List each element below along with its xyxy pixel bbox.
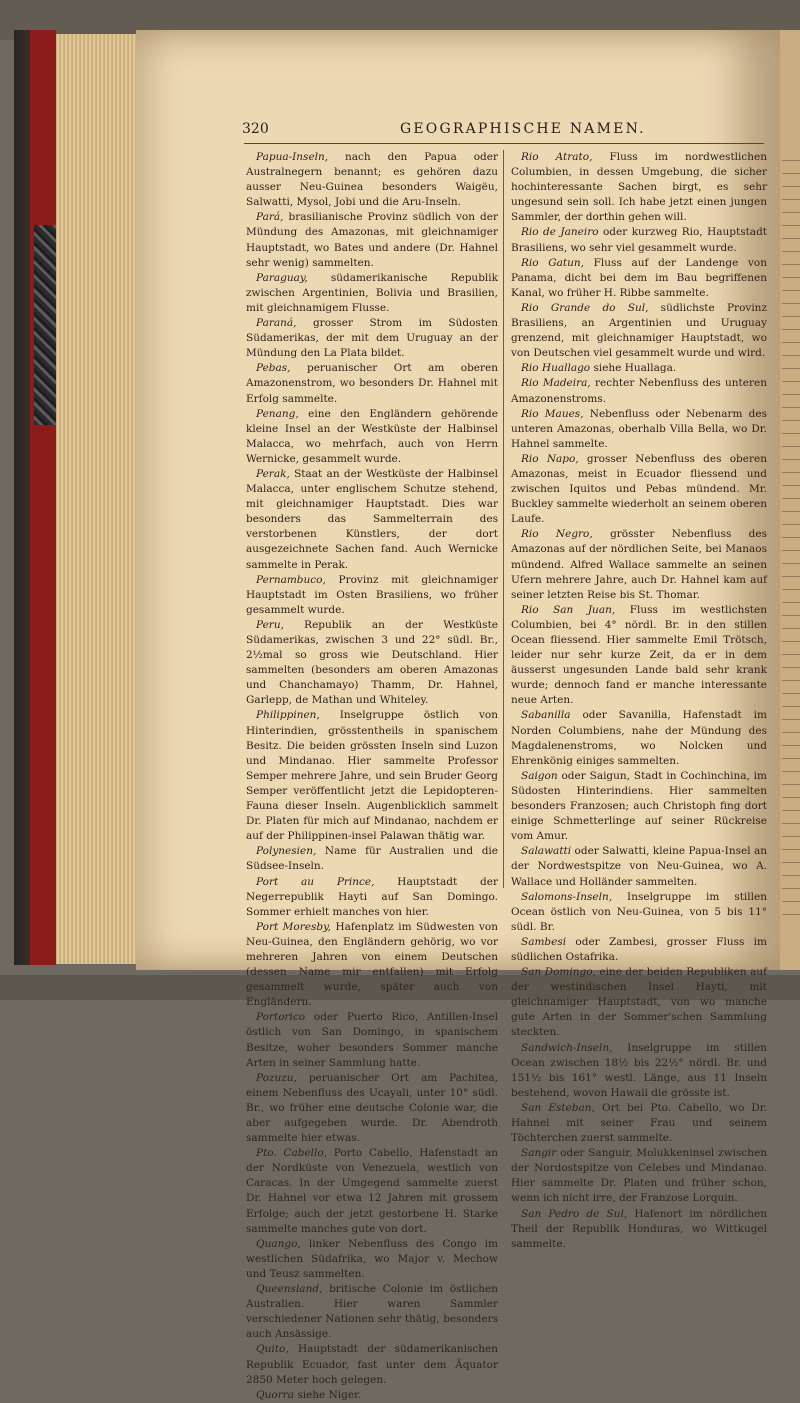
entry-text: peruanischer Ort am oberen Amazonenstrom, wo besonders Dr. Hahnel mit Erfolg sammelte. <box>246 362 498 405</box>
dictionary-entry <box>246 1282 498 1342</box>
dictionary-entry <box>246 210 498 270</box>
entry-term: Salawatti <box>521 845 572 858</box>
dictionary-entry <box>511 256 767 301</box>
dictionary-entry <box>511 1041 767 1101</box>
dictionary-entry <box>246 407 498 467</box>
entry-term: Sabanilla <box>521 709 571 722</box>
dictionary-entry <box>511 603 767 709</box>
entry-term: Sandwich-Inseln, <box>521 1041 613 1054</box>
entry-term: Pozuzu, <box>256 1071 297 1084</box>
entry-term: Rio Madeira, <box>521 377 591 390</box>
dictionary-entry <box>246 618 498 709</box>
entry-text: linker Nebenfluss des Congo im westlichen Südafrika, wo Major v. Mechow und Teusz sammelten. <box>246 1237 498 1280</box>
entry-text: peruanischer Ort am Pachitea, einem Nebenfluss des Ucayali, unter 10° südl. Br., wo früher eine deutsche Colonie war, die aber aufgegeben wurde. Dr. Abendroth sammelte hier etwas. <box>246 1071 498 1145</box>
dictionary-entry <box>511 150 767 225</box>
dictionary-entry <box>511 844 767 889</box>
entry-text: Inselgruppe im stillen Ocean östlich von Neu-Guinea, von 5 bis 11° südl. Br. <box>511 890 767 933</box>
entry-term: San Esteban, <box>521 1101 595 1114</box>
entry-text: oder Saigun, Stadt in Cochinchina, im Südosten Hinterindiens. Hier sammelten besonders Franzosen; auch Christoph fing dort einige Schmetterlinge auf seiner Rückreise vom Amur. <box>511 769 767 843</box>
dictionary-entry <box>511 1207 767 1252</box>
page-header <box>240 121 780 141</box>
entry-term: Quito, <box>256 1343 289 1356</box>
entry-text: brasilianische Provinz südlich von der Mündung des Amazonas, mit gleichnamiger Hauptstadt, wo Bates und andere (Dr. Hahnel sehr wenig) sammelten. <box>246 211 498 269</box>
dictionary-entry <box>511 935 767 965</box>
dictionary-entry <box>246 271 498 316</box>
entry-term: Saigon <box>521 769 558 782</box>
dictionary-entry <box>511 301 767 361</box>
entry-term: Quorra <box>256 1388 294 1401</box>
entry-term: Portorico <box>256 1011 306 1024</box>
entry-text: Hauptstadt der Negerrepublik Hayti auf San Domingo. Sommer erhielt manches von hier. <box>246 875 498 918</box>
entry-term: Penang, <box>256 407 299 420</box>
dictionary-entry <box>511 1101 767 1146</box>
entry-text: grosser Nebenfluss des oberen Amazonas, meist in Ecuador fliessend und zwischen Iquitos und Pebas mündend. Mr. Buckley sammelte wiederholt an seinem oberen Laufe. <box>511 452 767 526</box>
entry-text: südamerikanische Republik zwischen Argentinien, Bolivia und Brasilien, mit gleichnamigem Flusse. <box>246 271 498 314</box>
entry-term: Perak, <box>256 467 290 480</box>
entry-text: oder Sanguir, Molukkeninsel zwischen der Nordostspitze von Celebes und Mindanao. Hier sammelte Dr. Platen und früher schon, wenn ich nicht irre, der Franzose Lorquin. <box>511 1147 767 1205</box>
entry-term: Rio Huallago <box>521 362 591 375</box>
entry-term: Paraná, <box>256 317 297 330</box>
dictionary-entry <box>511 890 767 935</box>
entry-text: südlichste Provinz Brasiliens, an Argentinien und Uruguay grenzend, mit gleichnamiger Hauptstadt, wo von Deutschen viel gesammelt wurde und wird. <box>511 301 767 360</box>
entry-term: Rio Negro, <box>521 528 593 541</box>
entry-text: rechter Nebenfluss des unteren Amazonenstroms. <box>511 377 767 405</box>
entry-text: Hauptstadt der südamerikanischen Republik Ecuador, fast unter dem Äquator 2850 Meter hoch gelegen. <box>246 1343 498 1386</box>
entry-term: Rio Napo, <box>521 452 579 465</box>
dictionary-entry <box>246 1388 498 1403</box>
entry-text: oder Salwatti, kleine Papua-Insel an der Nordwestspitze von Neu-Guinea, wo A. Wallace und Holländer sammelten. <box>511 845 767 888</box>
dictionary-entry <box>246 875 498 920</box>
entry-text: grosser Strom im Südosten Südamerikas, der mit dem Uruguay an der Mündung den La Plata bildet. <box>246 317 498 360</box>
entry-term: Quango, <box>256 1237 301 1250</box>
entry-text: Name für Australien und die Südsee-Inseln. <box>246 845 498 873</box>
entry-term: Paraguay, <box>256 271 308 284</box>
entry-term: Pernambuco, <box>256 573 326 586</box>
dictionary-entry <box>246 1071 498 1146</box>
entry-term: Rio Grande do Sul, <box>521 301 649 314</box>
dictionary-entry <box>246 316 498 361</box>
entry-text: Hafenort im nördlichen Theil der Republik Honduras, wo Wittkugel sammelte. <box>511 1207 768 1250</box>
entry-term: Papua-Inseln, <box>256 151 329 163</box>
entry-text: Provinz mit gleichnamiger Hauptstadt im Osten Brasiliens, wo früher gesammelt wurde. <box>246 573 498 616</box>
dictionary-entry <box>511 452 767 527</box>
entry-text: Republik an der Westküste Südamerikas, zwischen 3 und 22° südl. Br., 2½mal so gross wie Deutschland. Hier sammelten (besonders am oberen Amazonas und Chanchamayo) Thamm, Dr. Hahnel, Garlepp, de Mathan und Whiteley. <box>246 618 498 707</box>
dictionary-entry <box>511 527 767 602</box>
dictionary-entry <box>246 844 498 874</box>
entry-text: oder Savanilla, Hafenstadt im Norden Columbiens, nahe der Mündung des Magdalenenstroms, wo Nolcken und Ehrenkönig einiges sammelten. <box>511 709 767 767</box>
entry-text: Staat an der Westküste der Halbinsel Malacca, unter englischem Schutze stehend, mit gleichnamiger Hauptstadt. Dies war besonders das Sammelterrain des verstorbenen Künstlers, der dort ausgezeichnete Sachen fand. Auch Wernicke sammelte in Perak. <box>246 467 498 571</box>
dictionary-entry <box>511 769 767 844</box>
dictionary-entry <box>246 573 498 618</box>
dictionary-entry <box>246 1146 498 1237</box>
dictionary-entry <box>246 1342 498 1387</box>
entry-term: Rio Maues, <box>521 407 584 420</box>
entry-text: oder Zambesi, grosser Fluss im südlichen Ostafrika. <box>511 935 767 963</box>
dictionary-entry <box>511 1146 767 1206</box>
page-edges <box>56 34 136 964</box>
entry-term: Port Moresby, <box>256 920 331 933</box>
dictionary-entry <box>511 225 767 255</box>
entry-term: Rio San Juan, <box>521 603 616 616</box>
entry-text: eine den Engländern gehörende kleine Insel an der Westküste der Halbinsel Malacca, wo mehrfach, auch von Herrn Wernicke, gesammelt wurde. <box>246 407 498 465</box>
entry-text: Porto Cabello, Hafenstadt an der Nordküste von Venezuela, westlich von Caracas. In der Umgegend sammelte zuerst Dr. Hahnel vor etwa 12 Jahren mit grossem Erfolge; auch der jetzt gestorbene H. Starke sammelte manches gute von dort. <box>246 1147 498 1235</box>
entry-term: Philippinen, <box>256 709 320 722</box>
entry-term: Pto. Cabello, <box>256 1147 328 1160</box>
right-column <box>511 150 767 1252</box>
entry-text: grösster Nebenfluss des Amazonas auf der nördlichen Seite, bei Manaos mündend. Alfred Wallace sammelte an seinen Ufern mehrere Jahre, auch Dr. Hahnel kam auf seiner letzten Reise bis St. Thomar. <box>511 528 767 601</box>
entry-term: Pará, <box>256 211 284 224</box>
dictionary-entry <box>511 708 767 768</box>
entry-text: Fluss im nordwestlichen Columbien, in dessen Umgebung, die sicher hochinteressante Sachen birgt, es sehr ungesund sein soll. Ich habe jetzt einen jungen Sammler, der dorthin gehen will. <box>511 151 767 224</box>
dictionary-entry <box>246 1237 498 1282</box>
entry-term: Salomons-Inseln, <box>521 890 613 903</box>
entry-term: San Pedro de Sul, <box>521 1207 628 1220</box>
entry-text: Inselgruppe östlich von Hinterindien, grösstentheils in spanischem Besitz. Die beiden grössten Inseln sind Luzon und Mindanao. Hier sammelte Professor Semper mehrere Jahre, und sein Bruder Georg Semper veröffentlicht jetzt die Lepidopteren-Fauna dieser Inseln. Augenblicklich sammelt Dr. Platen für mich auf Mindanao, nachdem er auf der Philippinen-insel Palawan thätig war. <box>246 709 498 843</box>
entry-term: Rio Atrato, <box>521 151 593 163</box>
entry-term: Queensland, <box>256 1283 323 1296</box>
entry-term: Sambesi <box>521 935 567 948</box>
entry-text: britische Colonie im östlichen Australien. Hier waren Sammler verschiedener Nationen sehr thätig, besonders auch Ansässige. <box>246 1283 498 1341</box>
dictionary-entry <box>246 708 498 844</box>
entry-text: nach den Papua oder Australnegern benannt; es gehören dazu ausser Neu-Guinea besonders Waigëu, Salwatti, Mysol, Jobi und die Aru-Inseln. <box>246 151 498 209</box>
entry-term: Peru, <box>256 618 284 631</box>
entry-text: siehe Niger. <box>294 1388 362 1401</box>
column-divider <box>503 150 504 888</box>
entry-text: Ort bei Pto. Cabello, wo Dr. Hahnel mit seiner Frau und seinem Töchterchen zuerst sammelte. <box>511 1101 768 1145</box>
dictionary-entry <box>246 920 498 1011</box>
header-rule <box>244 143 764 144</box>
marbled-binding-band <box>34 225 56 425</box>
dictionary-entry <box>511 407 767 452</box>
entry-text: Hafenplatz im Südwesten von Neu-Guinea, den Engländern gehörig, wo vor mehreren Jahren von einem Deutschen (dessen Name mir entfallen) mit Erfolg gesammelt wurde, später auch von Engländern. <box>246 920 499 1009</box>
left-column <box>246 150 498 1403</box>
entry-text: siehe Huallaga. <box>590 362 677 375</box>
dictionary-entry <box>246 361 498 406</box>
entry-term: Rio de Janeiro <box>521 226 599 239</box>
page-number: 320 <box>242 121 269 137</box>
entry-text: oder Puerto Rico, Antillen-Insel östlich von San Domingo, in spanischem Besitze, woher besonders Sommer manche Arten in seiner Sammlung hatte. <box>246 1011 498 1069</box>
facing-page-edge <box>780 30 800 970</box>
book-spine-red-binding <box>30 30 56 965</box>
entry-text: oder kurzweg Rio, Hauptstadt Brasiliens, wo sehr viel gesammelt wurde. <box>511 226 768 254</box>
dictionary-entry <box>246 467 498 573</box>
entry-text: Fluss auf der Landenge von Panama, dicht bei dem im Bau begriffenen Kanal, wo früher H. Ribbe sammelte. <box>511 256 767 299</box>
entry-text: Fluss im westlichsten Columbien, bei 4° nördl. Br. in den stillen Ocean fliessend. Hier sammelte Emil Trötsch, leider nur sehr kurze Zeit, da er in dem äusserst ungesunden Lande bald sehr krank wurde; dennoch fand er manche interessante neue Arten. <box>511 603 768 707</box>
entry-term: Polynesien, <box>256 845 317 858</box>
entry-text: Nebenfluss oder Nebenarm des unteren Amazonas, oberhalb Villa Bella, wo Dr. Hahnel sammelte. <box>511 407 767 450</box>
entry-term: Sangir <box>521 1147 557 1160</box>
dictionary-entry <box>246 1010 498 1070</box>
dictionary-entry <box>511 965 767 1040</box>
dictionary-entry <box>511 361 767 376</box>
running-title: GEOGRAPHISCHE NAMEN. <box>400 121 646 137</box>
entry-term: Port au Prince, <box>256 875 375 888</box>
entry-text: eine der beiden Republiken auf der westindischen Insel Hayti, mit gleichnamiger Hauptstadt, von wo manche gute Arten in der Sommer'schen Sammlung steckten. <box>511 966 767 1039</box>
entry-term: Rio Gatun, <box>521 256 584 269</box>
entry-text: Inselgruppe im stillen Ocean zwischen 18½ bis 22½° nördl. Br. und 151½ bis 161° westl. Länge, aus 11 Inseln bestehend, wovon Hawaii die grösste ist. <box>511 1041 767 1099</box>
entry-term: Pebas, <box>256 362 291 375</box>
entry-term: San Domingo, <box>521 966 596 979</box>
dictionary-entry <box>511 376 767 406</box>
dictionary-entry <box>246 150 498 210</box>
